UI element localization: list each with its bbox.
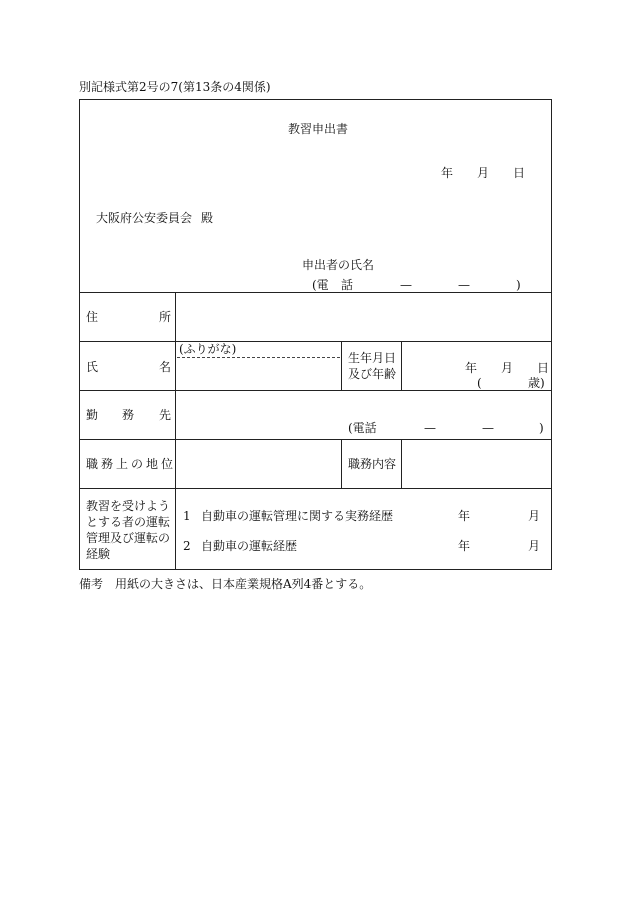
column-divider: [401, 341, 402, 390]
experience-label-line-2: とする者の運転: [86, 515, 171, 529]
position-label: 職務上の地位: [86, 457, 177, 471]
age-unit: 歳): [528, 376, 545, 390]
experience-item-1-number: 1: [183, 509, 191, 523]
dob-month-label: 月: [501, 361, 514, 375]
label-column-divider: [175, 292, 176, 570]
experience-item-2-number: 2: [183, 539, 191, 553]
applicant-phone-open: (電: [312, 278, 329, 292]
experience-item-1-month: 月: [528, 509, 541, 523]
applicant-name-label: 申出者の氏名: [302, 258, 375, 272]
date-day-label: 日: [513, 166, 526, 180]
divider: [79, 488, 552, 489]
divider: [79, 390, 552, 391]
address-label-char-1: 住: [86, 310, 99, 324]
workplace-phone-close: ): [539, 421, 544, 435]
experience-item-2-month: 月: [528, 539, 541, 553]
experience-label-line-4: 経験: [86, 547, 111, 561]
applicant-phone-dash-2: —: [458, 278, 470, 292]
name-label-char-2: 名: [159, 360, 172, 374]
addressee-name: 大阪府公安委員会: [96, 211, 193, 225]
divider: [79, 292, 552, 293]
experience-label-line-1: 教習を受けよう: [86, 499, 171, 513]
date-month-label: 月: [477, 166, 490, 180]
applicant-phone-word: 話: [341, 278, 354, 292]
column-divider: [341, 341, 342, 390]
name-label-char-1: 氏: [86, 360, 99, 374]
divider: [79, 439, 552, 440]
workplace-phone-dash-1: —: [424, 421, 436, 435]
duty-label: 職務内容: [348, 457, 397, 471]
furigana-label: (ふりがな): [179, 342, 237, 356]
workplace-label-char-2: 務: [122, 408, 135, 422]
workplace-label-char-1: 勤: [86, 408, 99, 422]
date-year-label: 年: [441, 166, 454, 180]
experience-item-1-text: 自動車の運転管理に関する実務経歴: [201, 509, 394, 523]
column-divider: [341, 439, 342, 488]
age-open-paren: (: [477, 376, 482, 390]
workplace-label-char-3: 先: [159, 408, 172, 422]
form-number: 別記様式第2号の7(第13条の4関係): [79, 80, 271, 94]
dob-label-line-2: 及び年齢: [348, 367, 397, 381]
dob-label-line-1: 生年月日: [348, 351, 397, 365]
dob-day-label: 日: [537, 361, 550, 375]
addressee-honorific: 殿: [201, 211, 214, 225]
applicant-phone-close: ): [516, 278, 521, 292]
workplace-phone-open: (電話: [348, 421, 377, 435]
workplace-phone-dash-2: —: [482, 421, 494, 435]
experience-label-line-3: 管理及び運転の: [86, 531, 171, 545]
furigana-divider: [177, 357, 340, 358]
experience-item-2-year: 年: [458, 539, 471, 553]
divider: [79, 341, 552, 342]
applicant-phone-dash-1: —: [400, 278, 412, 292]
experience-item-1-year: 年: [458, 509, 471, 523]
footnote: 備考 用紙の大きさは、日本産業規格A列4番とする。: [79, 577, 372, 591]
column-divider: [401, 439, 402, 488]
dob-year-label: 年: [465, 361, 478, 375]
form-title: 教習申出書: [288, 122, 349, 136]
experience-item-2-text: 自動車の運転経歴: [201, 539, 298, 553]
address-label-char-2: 所: [159, 310, 172, 324]
